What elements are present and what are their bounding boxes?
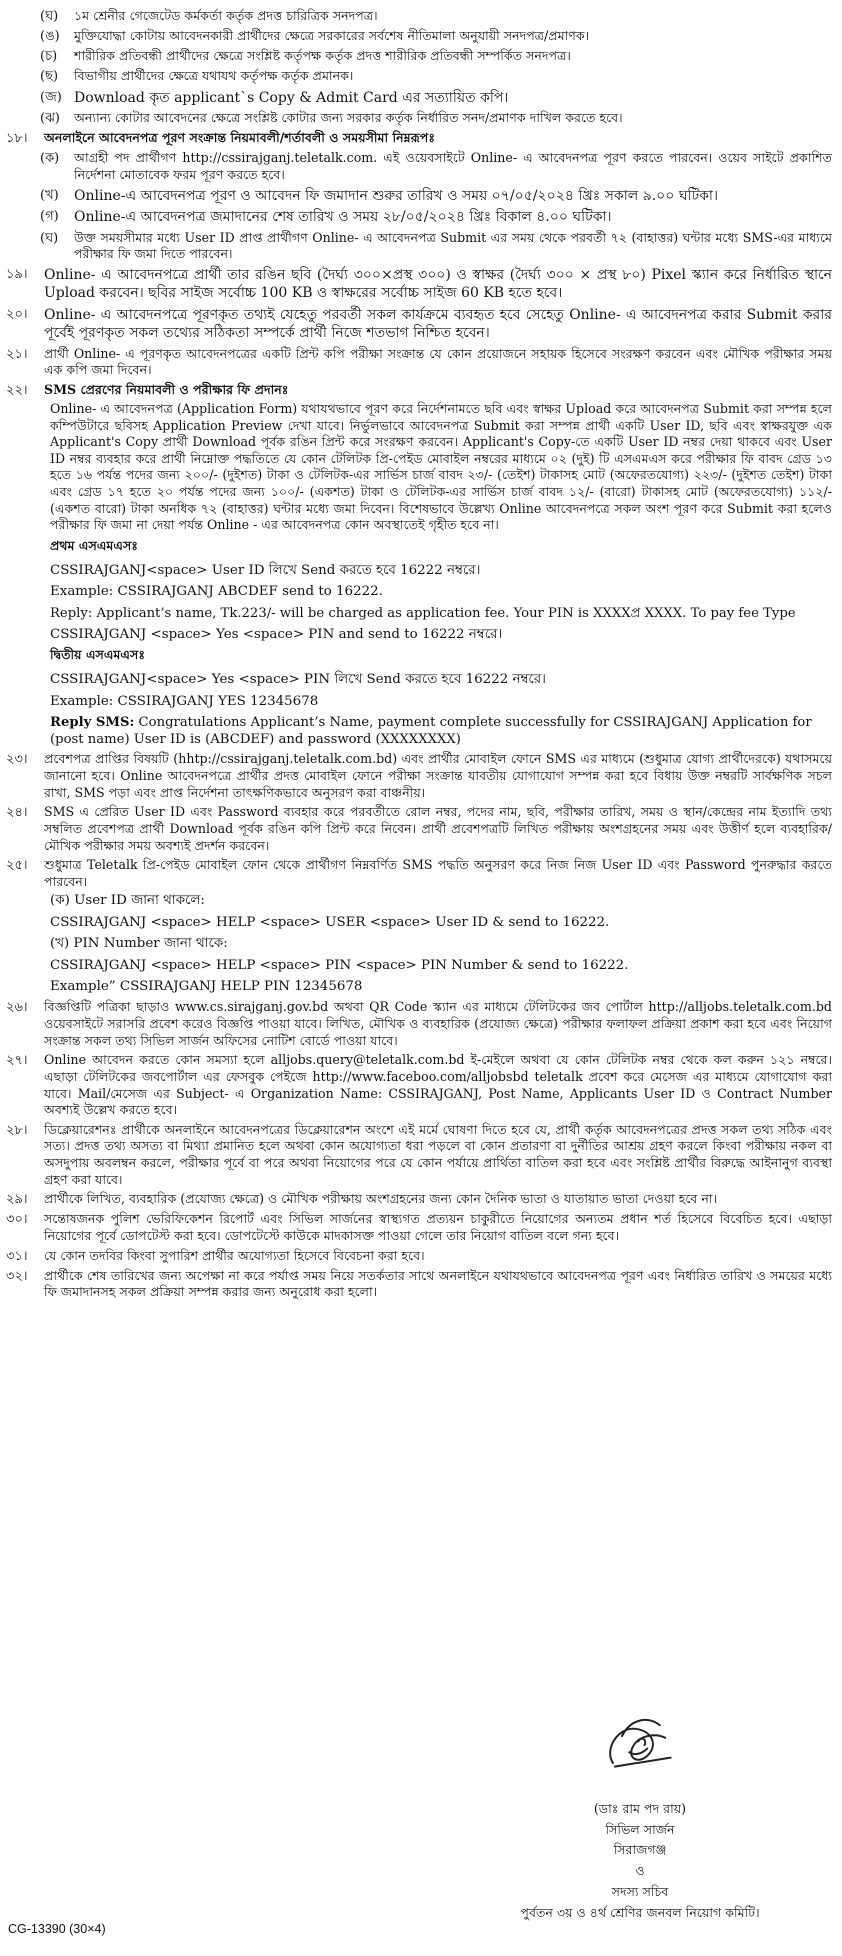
section-text: প্রার্থী Online- এ পূরণকৃত আবেদনপত্রের একটি প্রিন্ট কপি পরীক্ষা সংক্রান্ত যে কোন প্রয়োজনে সহায়ক হিসেবে সংরক্ষণ করবেন এবং মৌখিক পরীক্ষার সময় এক কপি জমা দিবেন। xyxy=(44,345,832,378)
section-number: ২৯। xyxy=(6,1192,28,1208)
section-text: ডিক্লেয়ারেশনঃ প্রার্থীকে অনলাইনে আবেদনপত্রের ডিক্লেয়ারেশন অংশে এই মর্মে ঘোষণা দিতে হবে যে, প্রার্থী কর্তৃক আবেদনপত্রের প্রদত্ত সকল তথ্য সঠিক এবং সত্য। প্রদত্ত তথ্য অসত্য বা মিথ্যা প্রমানিত হলে অথবা কোন অযোগ্যতা ধরা পড়লে বা কোন প্রতারণা বা দুর্নীতির আশ্রয় গ্রহণ করলে কিংবা পরীক্ষায় নকল বা অসদুপায় অবলম্বন করলে, পরীক্ষার পূর্বে বা পরে অথবা নিয়োগের পরে যে কোন পর্যায়ে প্রার্থিতা বাতিল করা হবে এবং সংশ্লিষ্ট প্রার্থীর বিরুদ্ধে আইনানুগ ব্যবস্থা গ্রহণ করা যাবে। xyxy=(44,1121,832,1187)
section-30 xyxy=(6,1211,832,1244)
section-number: ৩২। xyxy=(6,1268,28,1284)
section-title: অনলাইনে আবেদনপত্র পূরণ সংক্রান্ত নিয়মাবলী/শর্তাবলী ও সময়সীমা নিম্নরূপঃ xyxy=(44,130,436,146)
section-text: Online- এ আবেদনপত্রে পূরণকৃত তথ্যই যেহেতু পরবর্তী সকল কার্যক্রমে ব্যবহৃত হবে সেহেতু Online- এ আবেদনপত্র করার Submit করার পূর্বেই পূরণকৃত সকল তথ্যের সঠিকতা সম্পর্কে প্রার্থী নিজে শতভাগ নিশ্চিত হবেন। xyxy=(44,306,832,342)
signature-block xyxy=(520,1700,760,1923)
section-25 xyxy=(6,857,832,890)
item-text: উক্ত সময়সীমার মধ্যে User ID প্রাপ্ত প্রার্থীগণ Online- এ আবেদনপত্র Submit এর সময় থেকে পরবর্তী ৭২ (বাহাত্তর) ঘন্টার মধ্যে SMS-এর মাধ্যমে পরীক্ষার ফি জমা দিতে পারবেন। xyxy=(74,229,832,262)
item-text: ১ম শ্রেনীর গেজেটেড কর্মকর্তা কর্তৃক প্রদত্ত চারিত্রিক সনদপত্র। xyxy=(74,8,378,23)
list-item xyxy=(6,110,832,127)
section-number: ২০। xyxy=(6,306,28,322)
item-text: Download কৃত applicant`s Copy & Admit Card এর সত্যায়িত কপি। xyxy=(74,89,509,106)
item-mark: (জ) xyxy=(40,89,62,105)
item-mark: (ছ) xyxy=(40,69,59,85)
section-29 xyxy=(6,1191,832,1208)
user-id-label: (ক) User ID জানা থাকলে: xyxy=(50,893,205,909)
item-mark: (ক) xyxy=(40,151,60,167)
first-sms-reply: Reply: Applicant’s name, Tk.223/- will be charged as application fee. Your PIN is XXXXপ্র XXXX. To pay fee Type xyxy=(50,605,796,621)
item-mark: (চ) xyxy=(40,49,58,65)
section-text: সন্তোষজনক পুলিশ ভেরিফিকেশন রিপোর্ট এবং সিভিল সার্জনের স্বাস্থ্যগত প্রত্যয়ন চাকুরীতে নিয়োগের অন্যতম প্রধান শর্ত হিসেবে বিবেচিত হবে। এছাড়া নিয়োগের পূর্বে ডোপটেস্ট করা হবে। ডোপটেস্টে কাউকে মাদকাসক্ত পাওয়া গেলে তার নিয়োগ বাতিল বলে গন্য হবে। xyxy=(44,1211,832,1243)
section-24 xyxy=(6,804,832,854)
section-21 xyxy=(6,346,832,379)
list-item xyxy=(6,68,832,85)
section-20 xyxy=(6,306,832,343)
section-27 xyxy=(6,1052,832,1118)
help-example: Example” CSSIRAJGANJ HELP PIN 12345678 xyxy=(50,979,363,995)
item-text: অন্যান্য কোটার আবেদনের ক্ষেত্রে সংশ্লিষ্ট কোটার জন্য সরকার কর্তৃক নির্ধারিত সনদ/প্রমাণক দাখিল করতে হবে। xyxy=(74,110,623,126)
item-text: আগ্রহী পদ প্রার্থীগণ http://cssirajganj.teletalk.com. এই ওয়েবসাইটে Online- এ আবেদনপত্র পূরণ করতে পারবেন। ওয়েব সাইটে প্রকাশিত নির্দেশনা মোতাবেক ফরম পূরণ করতে হবে। xyxy=(74,150,832,183)
section-text: Online আবেদন করতে কোন সমস্যা হলে alljobs.query@teletalk.com.bd ই-মেইলে অথবা যে কোন টেলিটক নম্বর থেকে কল করুন ১২১ নম্বরে। এছাড়া টেলিটকের জবপোর্টাল এর ফেসবুক পেইজে http://www.faceboo.com/alljobsbd teletalk প্রবেশ করে মেসেজ এর মাধ্যমে যোগাযোগ করা যাবে। Mail/মেসেজ এর Subject- এ Organization Name: CSSIRAJGANJ, Post Name, Applicants User ID ও Contract Number অবশ্যই উল্লেখ করতে হবে। xyxy=(44,1052,832,1118)
signature-image xyxy=(595,1700,685,1790)
list-item xyxy=(6,8,832,25)
section-number: ২৪। xyxy=(6,805,28,821)
section-26 xyxy=(6,999,832,1049)
section-28 xyxy=(6,1122,832,1188)
item-text: মুক্তিযোদ্ধা কোটায় আবেদনকারী প্রার্থীদের ক্ষেত্রে সরকারের সর্বশেষ নীতিমালা অনুযায়ী সনদপত্র/প্রমাণক। xyxy=(74,28,590,44)
section-number: ২৬। xyxy=(6,1000,28,1016)
list-item xyxy=(6,48,832,65)
list-item xyxy=(6,28,832,45)
signatory-name: (ডাঃ রাম পদ রায়) xyxy=(593,1800,687,1816)
item-mark: (ঘ) xyxy=(40,230,59,246)
second-sms-example: Example: CSSIRAJGANJ YES 12345678 xyxy=(50,693,319,709)
first-sms-example: Example: CSSIRAJGANJ ABCDEF send to 16222. xyxy=(50,584,383,600)
section-number: ২৫। xyxy=(6,858,28,874)
section-number: ৩০। xyxy=(6,1212,28,1228)
pin-format: CSSIRAJGANJ <space> HELP <space> PIN <space> PIN Number & send to 16222. xyxy=(50,957,629,973)
section-number: ১৮। xyxy=(6,131,28,147)
section-number: ২২। xyxy=(6,382,28,398)
item-text: Online-এ আবেদনপত্র জমাদানের শেষ তারিখ ও সময় ২৮/০৫/২০২৪ খ্রিঃ বিকাল ৪.০০ ঘটিকা। xyxy=(74,209,612,226)
top-list xyxy=(6,8,832,127)
section-31 xyxy=(6,1248,832,1265)
user-id-format: CSSIRAJGANJ <space> HELP <space> USER <space> User ID & send to 16222. xyxy=(50,914,610,930)
section-22 xyxy=(6,382,832,399)
ad-code: CG-13390 (30×4) xyxy=(8,1922,106,1936)
section-23 xyxy=(6,751,832,801)
reply-sms-text: Congratulations Applicant’s Name, payment complete successfully for CSSIRAJGANJ Application for (post name) User ID is (ABCDEF) and password (XXXXXXXX) xyxy=(50,715,812,748)
item-mark: (খ) xyxy=(40,187,59,203)
section-text: বিজ্ঞপ্তিটি পত্রিকা ছাড়াও www.cs.sirajganj.gov.bd অথবা QR Code স্ক্যান এর মাধ্যমে টেলিটকের জব পোর্টাল http://alljobs.teletalk.com.bd ওয়েবসাইটে সরাসরি প্রবেশ করেও বিজ্ঞপ্তি পাওয়া যাবে। লিখিত, মৌখিক ও ব্যবহারিক (প্রযোজ্য ক্ষেত্রে) পরীক্ষার ফলাফল প্রক্রিয়া প্রকাশ করা হবে এবং নিয়োগ সংক্রান্ত সকল তথ্য সিভিল সার্জন অফিসের নোটিশ বোর্ডে পাওয়া যাবে। xyxy=(44,999,832,1048)
list-item xyxy=(6,230,832,263)
reply-sms xyxy=(50,714,832,748)
section-text: প্রার্থীকে লিখিত, ব্যবহারিক (প্রযোজ্য ক্ষেত্রে) ও মৌখিক পরীক্ষায় অংশগ্রহনের জন্য কোন দৈনিক ভাতা ও যাতায়াত ভাতা দেওয়া হবে না। xyxy=(44,1191,718,1207)
section-text: প্রার্থীকে শেষ তারিখের জন্য অপেক্ষা না করে পর্যাপ্ত সময় নিয়ে সতর্কতার সাথে অনলাইনে যথাযথভাবে আবেদনপত্র পূরণ এবং নির্ধারিত তারিখ ও সময়ের মধ্যে ফি জমাদানসহ সকল প্রক্রিয়া সম্পন্ন করার জন্য অনুরোধ করা হলো। xyxy=(44,1267,832,1300)
section-19 xyxy=(6,266,832,303)
section-text: প্রবেশপত্র প্রাপ্তির বিষয়টি (hhtp://cssirajganj.teletalk.com.bd) এবং প্রার্থীর মোবাইল ফোনে SMS এর মাধ্যমে (শুধুমাত্র যোগ্য প্রার্থীদেরকে) যথাসময়ে জানানো হবে। Online আবেদনপত্রে প্রার্থীর প্রদত্ত মোবাইল ফোনে পরীক্ষা সংক্রান্ত যাবতীয় যোগাযোগ সম্পন্ন করা হবে বিধায় উক্ত নম্বরটি সার্বক্ষণিক সচল রাখা, SMS পড়া এবং প্রাপ্ত নির্দেশনা তাৎক্ষণিকভাবে অনুসরণ করা বাঞ্চনীয়। xyxy=(44,751,832,800)
section-title: SMS প্রেরণের নিয়মাবলী ও পরীক্ষার ফি প্রদানঃ xyxy=(44,381,289,397)
signatory-district: সিরাজগঞ্জ xyxy=(613,1842,667,1858)
item-mark: (ঙ) xyxy=(40,29,60,45)
sms-instructions: Online- এ আবেদনপত্র (Application Form) যথাযথভাবে পূরণ করে নির্দেশনামতে ছবি এবং স্বাক্ষর Upload করে আবেদনপত্র Submit করা সম্পন্ন হলে কম্পিউটারে ছবিসহ Application Preview দেখা যাবে। নির্ভুলভাবে আবেদনপত্র Submit করা সম্পন্ন প্রার্থী একটি User ID, ছবি এবং স্বাক্ষরযুক্ত এক Applicant's Copy প্রার্থী Download পূর্বক রঙিন প্রিন্ট করে সংরক্ষণ করবেন। Applicant's Copy-তে একটি User ID নম্বর দেয়া থাকবে এবং User ID নম্বর ব্যবহার করে প্রার্থী নিম্নোক্ত পদ্ধতিতে যে কোন টেলিটক প্রি-পেইড মোবাইল নম্বরের মাধ্যমে ০২ (দুই) টি এসএমএস করে পরীক্ষার ফি বাবদ গ্রেড ১৩ হতে ১৬ পর্যন্ত পদের জন্য ২০০/- (দুইশত) টাকা ও টেলিটক-এর সার্ভিস চার্জ বাবদ ২৩/- (তেইশ) টাকাসহ মোট (অফেরতযোগ্য) ২২৩/- (দুইশত তেইশ) টাকা এবং গ্রেড ১৭ হতে ২০ পর্যন্ত পদের জন্য ১০০/- (একশত) টাকা ও টেলিটক-এর সার্ভিস চার্জ বাবদ ১২/- (বারো) টাকাসহ মোট (অফেরতযোগ্য) ১১২/- (একশত বারো) টাকা অনধিক ৭২ (বাহাত্তর) ঘন্টার মধ্যে জমা দিবেন। বিশেষভাবে উল্লেখ্য Online আবেদনপত্রে সকল অংশ পূরণ করে Submit করা হলেও পরীক্ষার ফি জমা না দেয়া পর্যন্ত Online - এর আবেদনপত্র কোন অবস্থাতেই গৃহীত হবে না। xyxy=(50,401,832,533)
section-number: ২৮। xyxy=(6,1122,28,1138)
item-text: শারীরিক প্রতিবন্ধী প্রার্থীদের ক্ষেত্রে সংশ্লিষ্ট কর্তৃপক্ষ কর্তৃক প্রদত্ত শারীরিক প্রতিবন্ধী সম্পর্কিত সনদপত্র। xyxy=(74,48,571,64)
list-item xyxy=(6,89,832,107)
section-text: শুধুমাত্র Teletalk প্রি-পেইড মোবাইল ফোন থেকে প্রার্থীগণ নিম্নবর্ণিত SMS পদ্ধতি অনুসরণ করে নিজ নিজ User ID এবং Password পুনরুদ্ধার করতে পারবেন। xyxy=(44,857,832,889)
item-mark: (ঘ) xyxy=(40,9,59,24)
list-item xyxy=(6,150,832,183)
pin-label: (খ) PIN Number জানা থাকে: xyxy=(50,936,228,952)
item-text: বিভাগীয় প্রার্থীদের ক্ষেত্রে যথাযথ কর্তৃপক্ষ কর্তৃক প্রমানক। xyxy=(74,68,354,84)
item-mark: (ঝ) xyxy=(40,111,60,127)
section-18 xyxy=(6,130,832,147)
section-text: Online- এ আবেদনপত্রে প্রার্থী তার রঙিন ছবি (দৈর্ঘ্য ৩০০×প্রস্থ ৩০০) ও স্বাক্ষর (দৈর্ঘ্য ৩০০ × প্রস্থ ৮০) Pixel স্ক্যান করে নির্ধারিত স্থানে Upload করবেন। ছবির সাইজ সর্বোচ্চ 100 KB ও স্বাক্ষরের সর্বোচ্চ সাইজ 60 KB হতে হবে। xyxy=(44,266,832,302)
list-item xyxy=(6,208,832,226)
section-text: যে কোন তদবির কিংবা সুপারিশ প্রার্থীর অযোগ্যতা হিসেবে বিবেচনা করা হবে। xyxy=(44,1247,425,1263)
second-sms-format: CSSIRAJGANJ<space> Yes <space> PIN লিখে Send করতে হবে 16222 নম্বরে। xyxy=(50,672,546,688)
section-number: ৩১। xyxy=(6,1248,28,1264)
second-sms-heading: দ্বিতীয় এসএমএসঃ xyxy=(50,647,146,663)
signatory-and: ও xyxy=(635,1863,645,1879)
payment-sms-format: CSSIRAJGANJ <space> Yes <space> PIN and send to 16222 নম্বরে। xyxy=(50,626,503,642)
signatory-designation: সিভিল সার্জন xyxy=(605,1821,675,1837)
signatory-role: সদস্য সচিব xyxy=(611,1883,669,1899)
section-number: ২৭। xyxy=(6,1053,28,1069)
signatory-committee: পুর্বতন ৩য় ও ৪র্থ শ্রেণির জনবল নিয়োগ কমিটি। xyxy=(520,1904,760,1920)
item-text: Online-এ আবেদনপত্র পূরণ ও আবেদন ফি জমাদান শুরুর তারিখ ও সময় ০৭/০৫/২০২৪ খ্রিঃ সকাল ৯.০০ ঘটিকা। xyxy=(74,187,718,204)
section-32 xyxy=(6,1268,832,1301)
section-text: SMS এ প্রেরিত User ID এবং Password ব্যবহার করে পরবর্তীতে রোল নম্বর, পদের নাম, ছবি, পরীক্ষার তারিখ, সময় ও স্থান/কেন্দ্রের নাম ইত্যাদি তথ্য সম্বলিত প্রবেশপত্র প্রার্থী Download পূর্বক রঙিন কপি প্রিন্ট করে নিবেন। প্রার্থী প্রবেশপত্রটি লিখিত পরীক্ষায় অংশগ্রহনের সময় এবং উত্তীর্ণ হলে ব্যবহারিক/মৌখিক পরীক্ষার সময় অবশ্যই প্রদর্শন করবেন। xyxy=(44,804,832,853)
section-number: ১৯। xyxy=(6,266,28,282)
section-number: ২৩। xyxy=(6,752,28,768)
first-sms-heading: প্রথম এসএমএসঃ xyxy=(50,537,139,553)
first-sms-format: CSSIRAJGANJ<space> User ID লিখে Send করতে হবে 16222 নম্বরে। xyxy=(50,562,481,578)
reply-sms-label: Reply SMS: xyxy=(50,715,135,731)
section-number: ২১। xyxy=(6,346,28,362)
list-item xyxy=(6,187,832,205)
item-mark: (গ) xyxy=(40,209,59,225)
